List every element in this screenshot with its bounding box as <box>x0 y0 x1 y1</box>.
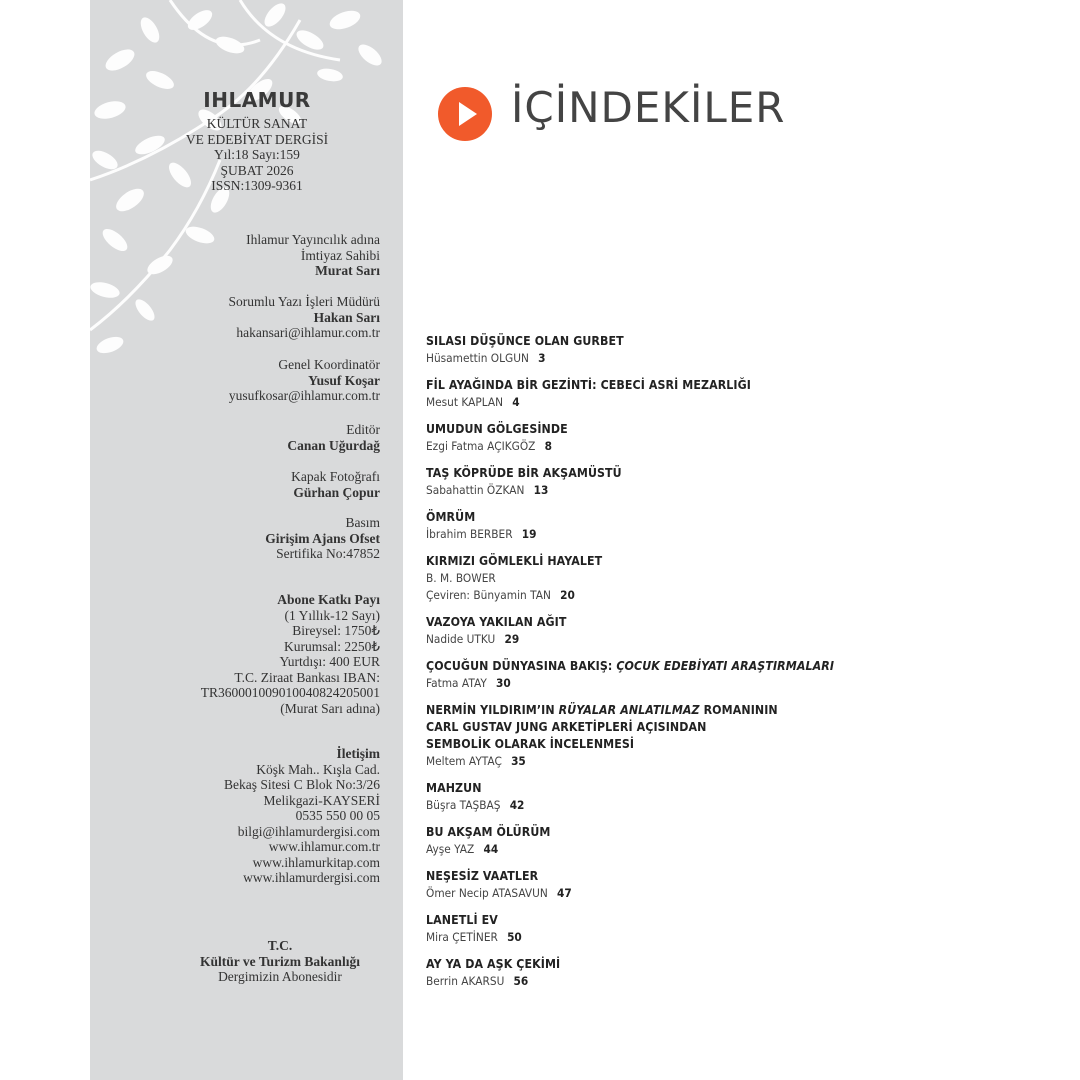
toc-entry[interactable] <box>426 658 1026 692</box>
toc-author: Berrin AKARSU <box>426 974 505 988</box>
toc-author: Büşra TAŞBAŞ <box>426 798 501 812</box>
toc-author: Mira ÇETİNER <box>426 930 498 944</box>
toc-page-number: 50 <box>507 930 522 944</box>
credit-label: Genel Koordinatör <box>278 357 380 372</box>
price-corporate: Kurumsal: 2250₺ <box>284 638 380 654</box>
toc-page-number: 29 <box>504 632 520 646</box>
toc-entry[interactable] <box>426 333 1026 367</box>
toc-entry[interactable] <box>426 377 1026 411</box>
credit-name: Gürhan Çopur <box>293 484 380 500</box>
iban-number: TR360001009010040824205001 <box>200 685 380 700</box>
toc-title: TAŞ KÖPRÜDE BİR AKŞAMÜSTÜ <box>426 466 622 480</box>
credit-label: Abone Katkı Payı <box>277 592 380 607</box>
toc-author: Ezgi Fatma AÇIKGÖZ <box>426 439 536 453</box>
credit-name: Hakan Sarı <box>313 309 380 325</box>
toc-title: NEŞESİZ VAATLER <box>426 869 539 883</box>
toc-page-number: 44 <box>483 842 499 856</box>
masthead-line: Yıl:18 Sayı:159 <box>214 147 300 162</box>
credit-email[interactable]: hakansari@ihlamur.com.tr <box>236 325 380 340</box>
toc-title-italic: RÜYALAR ANLATILMAZ <box>558 703 700 717</box>
toc-title-part: ÇOCUĞUN DÜNYASINA BAKIŞ: <box>426 659 617 673</box>
contact-info <box>90 746 380 886</box>
toc-author: Fatma ATAY <box>426 676 487 690</box>
toc-entry[interactable] <box>426 614 1026 648</box>
credit-label: İletişim <box>336 746 380 761</box>
website-link[interactable]: www.ihlamurdergisi.com <box>243 870 380 885</box>
toc-page-number: 47 <box>556 886 572 900</box>
toc-title: KIRMIZI GÖMLEKLİ HAYALET <box>426 554 603 568</box>
toc-entry[interactable] <box>426 912 1026 946</box>
toc-author-line <box>426 885 978 902</box>
credit-label: Sorumlu Yazı İşleri Müdürü <box>228 294 380 309</box>
toc-author-line <box>426 929 978 946</box>
toc-entry[interactable] <box>426 702 1026 770</box>
toc-page-number: 8 <box>544 439 553 453</box>
toc-title: UMUDUN GÖLGESİNDE <box>426 422 568 436</box>
toc-title: BU AKŞAM ÖLÜRÜM <box>426 825 551 839</box>
masthead-block <box>100 88 380 194</box>
bank-name: T.C. Ziraat Bankası IBAN: <box>234 669 380 685</box>
website-link[interactable]: www.ihlamur.com.tr <box>268 839 380 854</box>
toc-title <box>426 658 978 675</box>
toc-title: ÖMRÜM <box>426 510 476 524</box>
toc-title <box>426 702 978 719</box>
toc-author-line <box>426 394 978 411</box>
iban-holder: (Murat Sarı adına) <box>280 700 380 716</box>
toc-author-line <box>426 753 978 770</box>
editor-in-chief-credit <box>90 294 380 341</box>
toc-entry[interactable] <box>426 421 1026 455</box>
subscription-info <box>90 592 380 716</box>
toc-entry[interactable] <box>426 465 1026 499</box>
toc-title: LANETLİ EV <box>426 913 498 927</box>
toc-entry[interactable] <box>426 780 1026 814</box>
toc-title: FİL AYAĞINDA BİR GEZİNTİ: CEBECİ ASRİ MEZARLIĞI <box>426 378 752 392</box>
masthead-line: VE EDEBİYAT DERGİSİ <box>185 131 329 147</box>
phone-number: 0535 550 00 05 <box>295 808 380 823</box>
toc-title: AY YA DA AŞK ÇEKİMİ <box>426 957 561 971</box>
toc-page-number: 56 <box>513 974 529 988</box>
address-line: Bekaş Sitesi C Blok No:3/26 <box>223 777 380 792</box>
credit-name: Canan Uğurdağ <box>287 437 380 453</box>
toc-author: İbrahim BERBER <box>426 527 513 541</box>
ministry-line: T.C. <box>267 938 293 953</box>
print-credit <box>90 515 380 562</box>
toc-translator: Çeviren: Bünyamin TAN <box>426 588 551 602</box>
credit-email[interactable]: yusufkosar@ihlamur.com.tr <box>228 388 380 403</box>
toc-entry[interactable] <box>426 553 1026 604</box>
ministry-note <box>180 938 380 985</box>
play-icon <box>438 87 492 141</box>
owner-credit <box>90 232 380 279</box>
toc-author: Ömer Necip ATASAVUN <box>426 886 548 900</box>
page-title: İÇİNDEKİLER <box>511 83 786 132</box>
ministry-line: Kültür ve Turizm Bakanlığı <box>200 953 360 969</box>
toc-entry[interactable] <box>426 824 1026 858</box>
credit-name: Yusuf Koşar <box>308 372 380 388</box>
credit-label: Basım <box>345 515 380 530</box>
toc-title: SILASI DÜŞÜNCE OLAN GURBET <box>426 334 624 348</box>
toc-author-line <box>426 797 978 814</box>
table-of-contents <box>426 333 1026 1000</box>
toc-page-number: 30 <box>496 676 511 690</box>
toc-author: Meltem AYTAÇ <box>426 754 502 768</box>
toc-title-line: CARL GUSTAV JUNG ARKETİPLERİ AÇISINDAN <box>426 720 707 734</box>
credit-text: Sertifika No:47852 <box>276 546 380 561</box>
editor-credit <box>90 422 380 453</box>
magazine-logo: IHLAMUR <box>203 88 311 112</box>
contact-email[interactable]: bilgi@ihlamurdergisi.com <box>237 823 380 839</box>
credit-label: Kapak Fotoğrafı <box>291 469 380 484</box>
toc-author-line <box>426 631 978 648</box>
website-link[interactable]: www.ihlamurkitap.com <box>252 854 380 870</box>
toc-author-line <box>426 587 978 604</box>
toc-page-number: 19 <box>521 527 537 541</box>
toc-author-line <box>426 350 978 367</box>
toc-entry[interactable] <box>426 956 1026 990</box>
toc-author: Mesut KAPLAN <box>426 395 504 409</box>
toc-author: Nadide UTKU <box>426 632 496 646</box>
toc-entry[interactable] <box>426 868 1026 902</box>
credit-label: Editör <box>346 422 380 437</box>
toc-page-number: 20 <box>560 588 575 602</box>
toc-title-part: NERMİN YILDIRIM’IN <box>426 703 559 717</box>
masthead-line: KÜLTÜR SANAT <box>206 116 308 131</box>
credit-text: (1 Yıllık-12 Sayı) <box>284 607 380 623</box>
toc-page-number: 13 <box>533 483 549 497</box>
price-individual: Bireysel: 1750₺ <box>292 623 380 638</box>
toc-page-number: 35 <box>511 754 526 768</box>
toc-author-line <box>426 973 978 990</box>
credit-name: Girişim Ajans Ofset <box>265 530 380 546</box>
masthead-sidebar <box>90 0 403 1080</box>
toc-author-line <box>426 675 978 692</box>
toc-author: Ayşe YAZ <box>426 842 475 856</box>
toc-page-number: 4 <box>512 395 520 409</box>
toc-author-line <box>426 526 978 543</box>
toc-title: VAZOYA YAKILAN AĞIT <box>426 615 567 629</box>
toc-title-line: SEMBOLİK OLARAK İNCELENMESİ <box>426 737 635 751</box>
address-line: Melikgazi-KAYSERİ <box>263 792 380 808</box>
toc-author: Hüsamettin OLGUN <box>426 351 529 365</box>
credit-text: Ihlamur Yayıncılık adına <box>246 232 380 247</box>
toc-entry[interactable] <box>426 509 1026 543</box>
price-abroad: Yurtdışı: 400 EUR <box>279 654 380 669</box>
toc-page-number: 3 <box>538 351 546 365</box>
credit-name: Murat Sarı <box>315 263 380 278</box>
ministry-line: Dergimizin Abonesidir <box>218 969 342 984</box>
coordinator-credit <box>90 357 380 404</box>
credit-label: İmtiyaz Sahibi <box>300 247 380 263</box>
masthead-line: ŞUBAT 2026 <box>220 162 294 178</box>
cover-photo-credit <box>90 469 380 500</box>
toc-title: MAHZUN <box>426 781 482 795</box>
toc-page-number: 42 <box>509 798 525 812</box>
toc-author-line <box>426 438 978 455</box>
address-line: Köşk Mah.. Kışla Cad. <box>256 761 380 777</box>
toc-title-italic: ÇOCUK EDEBİYATI ARAŞTIRMALARI <box>616 659 835 673</box>
toc-author-line <box>426 841 978 858</box>
toc-author: Sabahattin ÖZKAN <box>426 483 525 497</box>
masthead-line: ISSN:1309-9361 <box>211 178 303 193</box>
toc-original-author: B. M. BOWER <box>426 571 496 585</box>
toc-title-part: ROMANININ <box>699 703 778 717</box>
toc-author-line <box>426 482 978 499</box>
